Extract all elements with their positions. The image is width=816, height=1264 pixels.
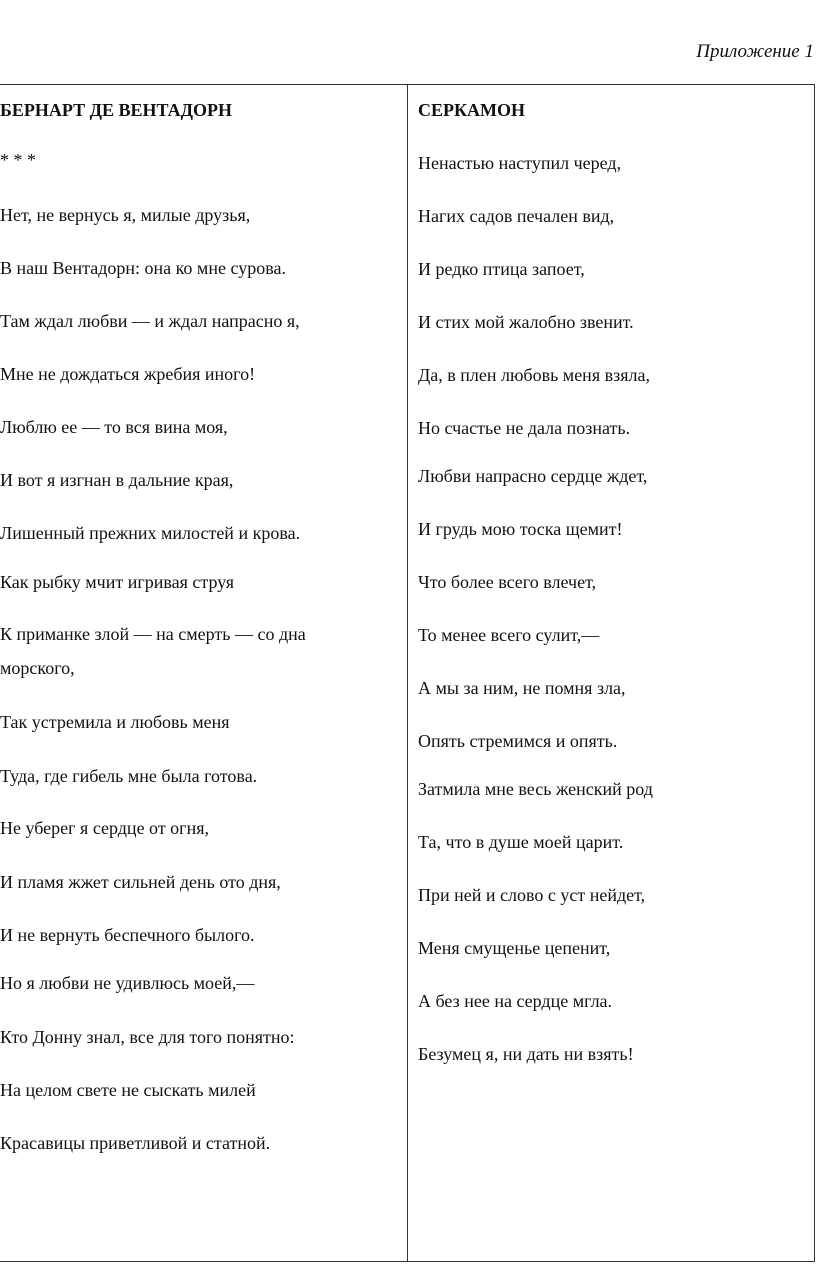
poem-line: А мы за ним, не помня зла, [418,678,626,698]
poem-line: Мне не дождаться жребия иного! [0,364,256,384]
poem-line: К приманке злой — на смерть — со дна морского, [0,624,306,678]
poem-line: И грудь мою тоска щемит! [418,519,623,539]
poem-line: Кто Донну знал, все для того понятно: [0,1027,295,1047]
poem-line: Та, что в душе моей царит. [418,832,624,852]
poem-line: И вот я изгнан в дальние края, [0,470,234,490]
poem-line: То менее всего сулит,— [418,625,600,645]
right-column [408,85,814,1261]
poem-line: Лишенный прежних милостей и крова. [0,523,301,543]
poem-line: Безумец я, ни дать ни взять! [418,1044,634,1064]
left-column [0,85,408,1261]
right-column-title: СЕРКАМОН [418,100,526,120]
poem-line: Затмила мне весь женский род [418,779,653,799]
poem-line: Нет, не вернусь я, милые друзья, [0,205,251,225]
poem-line: Но счастье не дала познать. [418,418,631,438]
poem-line: Любви напрасно сердце ждет, [418,466,648,486]
poem-table [0,84,815,1262]
left-column-title: БЕРНАРТ ДЕ ВЕНТАДОРН [0,100,233,120]
poem-line: Люблю ее — то вся вина моя, [0,417,228,437]
poem-line: Меня смущенье цепенит, [418,938,611,958]
poem-line: На целом свете не сыскать милей [0,1080,256,1100]
poem-line: Что более всего влечет, [418,572,597,592]
poem-line: Да, в плен любовь меня взяла, [418,365,650,385]
poem-line: Ненастью наступил черед, [418,153,622,173]
poem-line: А без нее на сердце мгла. [418,991,613,1011]
poem-line: Там ждал любви — и ждал напрасно я, [0,311,300,331]
poem-line: И редко птица запоет, [418,259,585,279]
poem-line: * * * [0,150,36,170]
poem-line: Красавицы приветливой и статной. [0,1133,271,1153]
poem-line: В наш Вентадорн: она ко мне сурова. [0,258,286,278]
poem-line: Так устремила и любовь меня [0,712,230,732]
poem-line: Но я любви не удивлюсь моей,— [0,973,255,993]
poem-line: Туда, где гибель мне была готова. [0,766,258,786]
poem-line: Нагих садов печален вид, [418,206,615,226]
poem-line: Как рыбку мчит игривая струя [0,572,235,592]
poem-line: И не вернуть беспечного былого. [0,925,255,945]
poem-line: Опять стремимся и опять. [418,731,618,751]
appendix-label: Приложение 1 [696,41,814,62]
poem-line: И пламя жжет сильней день ото дня, [0,872,281,892]
poem-line: И стих мой жалобно звенит. [418,312,634,332]
poem-line: Не уберег я сердце от огня, [0,818,209,838]
poem-line: При ней и слово с уст нейдет, [418,885,646,905]
